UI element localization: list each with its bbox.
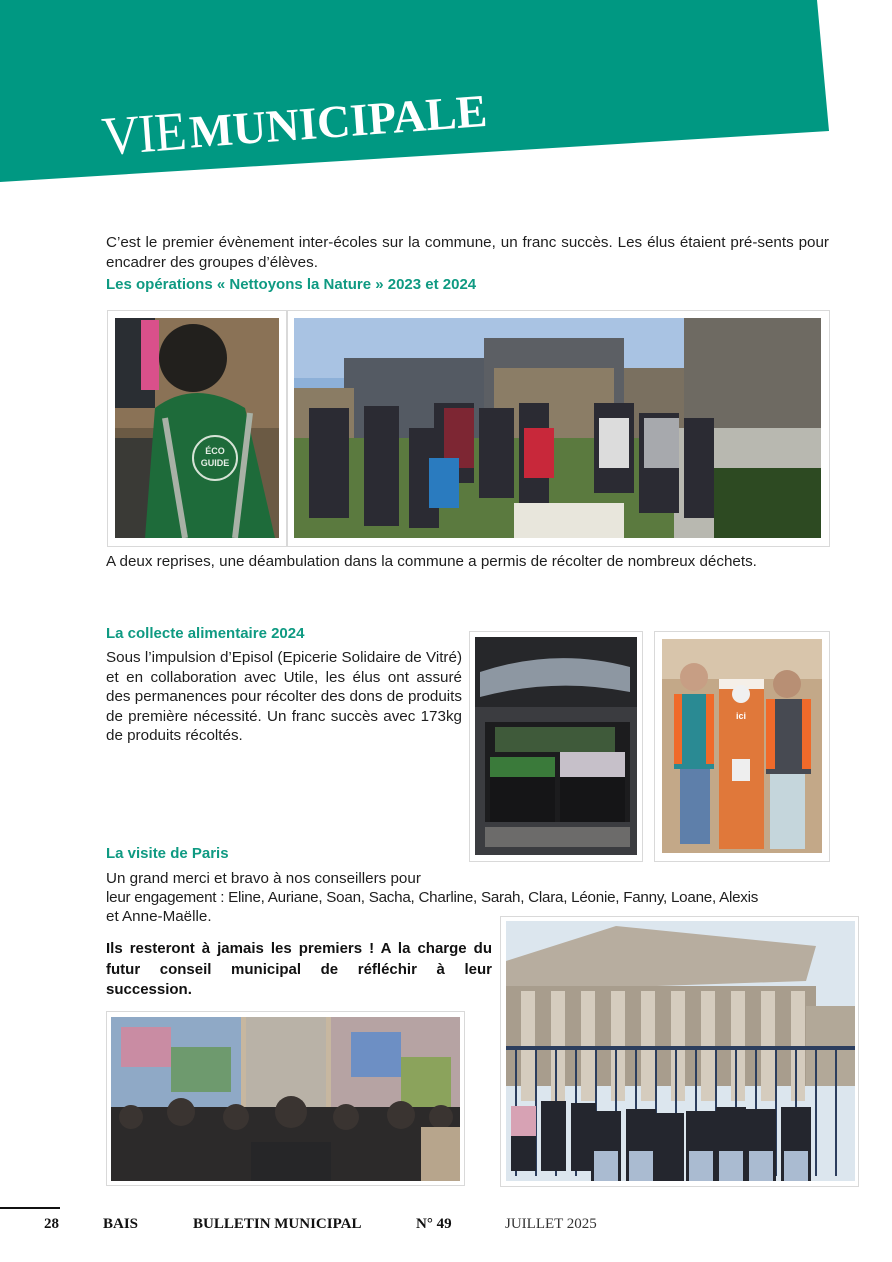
footer-issue: N° 49: [416, 1216, 452, 1232]
svg-text:ici: ici: [735, 711, 747, 721]
footer-date: JUILLET 2025: [505, 1216, 597, 1232]
section-heading-collecte: La collecte alimentaire 2024: [106, 625, 305, 642]
nettoyons-caption: A deux reprises, une déambulation dans la commune a permis de récolter de nombreux déchets.: [106, 553, 757, 570]
paris-bold-paragraph: Ils resteront à jamais les premiers ! A la charge du futur conseil municipal de réfléchir à leur succession.: [106, 940, 492, 998]
photo-car-trunk: [475, 637, 637, 855]
footer-town: BAIS: [103, 1216, 139, 1232]
photo-boys-banner: [662, 639, 822, 853]
intro-paragraph: C’est le premier évènement inter-écoles sur la commune, un franc succès. Les élus étaient pré-sents pour encadrer des groupes d’élèves.: [106, 234, 829, 271]
photo-group-village: [294, 318, 821, 538]
paris-paragraph-line3: et Anne-Maëlle.: [106, 908, 212, 925]
photo-painted-hall: [111, 1017, 460, 1181]
section-heading-paris: La visite de Paris: [106, 845, 229, 862]
paris-paragraph-line1: Un grand merci et bravo à nos conseillers pour: [106, 870, 421, 887]
photo-eco-guide-girl: [115, 318, 279, 538]
page-title-bold: MUNICIPALE: [187, 84, 489, 158]
svg-text:GUIDE: GUIDE: [200, 458, 230, 468]
paris-paragraph-line2: leur engagement : Eline, Auriane, Soan, Sacha, Charline, Sarah, Clara, Léonie, Fanny, Loane, Alexis: [106, 889, 759, 906]
svg-text:ÉCO: ÉCO: [205, 446, 225, 456]
footer-page-number: 28: [44, 1216, 59, 1232]
footer-publication: BULLETIN MUNICIPAL: [193, 1216, 362, 1232]
footer-rule: [0, 1207, 60, 1209]
photo-assemblee-nationale: [506, 921, 855, 1181]
photo-divider: [286, 311, 288, 546]
section-heading-nettoyons: Les opérations « Nettoyons la Nature » 2023 et 2024: [106, 276, 477, 293]
page-title-light: VIE: [99, 101, 188, 168]
collecte-paragraph: Sous l’impulsion d’Episol (Epicerie Solidaire de Vitré) et en collaboration avec Utile, les élus ont assuré des permanences pour récolter des dons de produits de première nécessité. Un franc succès avec 173kg de produits récoltés.: [106, 649, 462, 744]
